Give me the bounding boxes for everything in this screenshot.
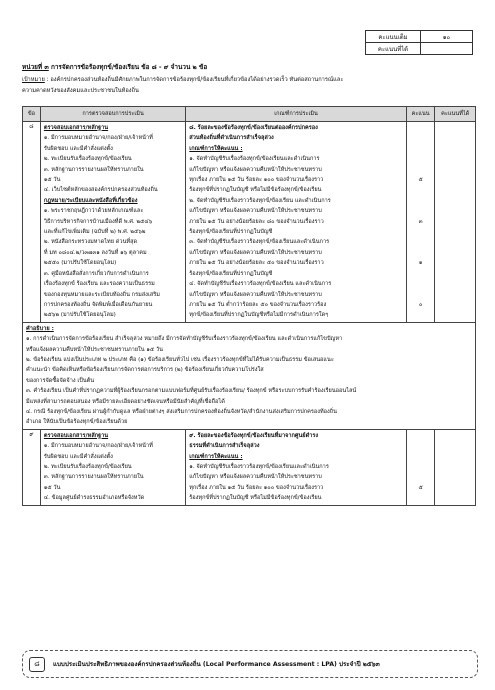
- score-spacer: [410, 144, 432, 154]
- row9-got: [435, 429, 476, 505]
- text-line: ภายใน ๑๕ วัน ต่ำกว่าร้อยละ ๕๐ ของจำนวนเรื่องราวร้อง: [189, 301, 327, 308]
- text-line: ภายใน ๑๕ วัน อย่างน้อยร้อยละ ๘๐ ของจำนวนเรื่องราว: [189, 218, 324, 225]
- text-line: ตรวจสอบเอกสาร/หลักฐาน: [43, 432, 109, 439]
- text-line: แก้ไขปัญหา หรือแจ้งผลความคืบหน้าให้ประชาชนทราบ: [189, 249, 322, 256]
- text-line: ร้องทุกข์/ข้องเรียนที่ปรากฏในบัญชี: [189, 270, 273, 277]
- got-score-label: คะแนนที่ได้: [366, 43, 421, 55]
- unit-heading: [22, 62, 477, 72]
- objective-text: : องค์กรปกครองส่วนท้องถิ่นมีศักยภาพในการจัดการข้อร้องทุกข์/ข้องเรียนที่เกี่ยวข้องได้อย่างรวดเร็ว ทันต่อสถานการณ์และ: [44, 77, 344, 83]
- header-criteria: เกณฑ์การประเมิน: [186, 107, 407, 122]
- header-score: คะแนน: [406, 107, 435, 122]
- text-line: ๒๕๖๒ (มาปรับใช้โดยอนุโลม): [43, 312, 116, 319]
- text-line: เกณฑ์การให้คะแนน :: [189, 145, 243, 152]
- text-line: ทุกเรื่อง ภายใน ๑๕ วัน ร้อยละ ๑๐๐ ของจำนวนเรื่องราว: [189, 177, 324, 184]
- full-score-label: คะแนนเต็ม: [366, 31, 421, 43]
- text-line: ๓. หลักฐานการรายงานผลให้ทราบภายใน: [43, 166, 144, 173]
- explanation-row: [23, 322, 476, 429]
- text-line: รับผิดชอบ และมีคำสั่งแต่งตั้ง: [43, 145, 113, 152]
- text-line: แก้ไขปัญหา หรือแจ้งผลความคืบหน้าให้ประชาชนทราบ: [189, 208, 322, 215]
- score-spacer: [410, 279, 432, 289]
- unit-prefix: หน่วยที่ ๓: [22, 63, 49, 71]
- score-spacer: [410, 196, 432, 206]
- text-line: มีแหล่งที่สามารถตอบสนอง หรือมีรายละเอียดอย่างชัดเจนหรือมีนัยสำคัญที่เชื่อถือได้: [26, 398, 225, 405]
- text-line: ๒. จัดทำบัญชีรับเรื่องราวร้องทุกข์/ข้องเรียน และดำเนินการ: [189, 197, 331, 204]
- text-line: ๑๕ วัน: [43, 484, 61, 491]
- text-line: ทุกเรื่อง ภายใน ๑๕ วัน ร้อยละ ๑๐๐ ของจำนวนเรื่องราว: [189, 484, 324, 491]
- header-no: ข้อ: [23, 107, 41, 122]
- text-line: แก้ไขปัญหา หรือแจ้งผลความคืบหน้าให้ประชาชนทราบ: [189, 166, 322, 173]
- score-spacer: [410, 133, 432, 143]
- text-line: ธรรมที่ดำเนินการสำเร็จลุล่วง: [189, 443, 260, 450]
- text-line: ของการจัดซื้อจัดจ้าง เป็นต้น: [26, 377, 95, 384]
- score-spacer: [410, 441, 432, 451]
- score-value: ๓: [418, 218, 423, 225]
- score-value: ๐: [418, 301, 423, 308]
- text-line: ๒๕๕๐ (มาปรับใช้โดยอนุโลม): [43, 260, 117, 267]
- score-box: [365, 30, 473, 55]
- text-line: แก้ไขปัญหา หรือแจ้งผลความคืบหน้าให้ประชาชนทราบ: [189, 291, 322, 298]
- text-line: ๓. คู่มือหนังสือสั่งการเกี่ยวกับการดำเนินการ: [43, 270, 149, 277]
- score-spacer: [410, 185, 432, 195]
- full-score-value: ๑๐: [421, 31, 473, 43]
- score-spacer: [410, 472, 432, 482]
- score-spacer: [410, 289, 432, 299]
- text-line: ๑. จัดทำบัญชีรับเรื่องราวร้องทุกข์/ข้องเรียนและดำเนินการ: [189, 464, 329, 470]
- text-line: ส่วนท้องถิ่นที่ดำเนินการสำเร็จลุล่วง: [189, 135, 274, 142]
- text-line: ๔. จัดทำบัญชีรับเรื่องราวร้องทุกข์/ข้องเรียน และดำเนินการ: [189, 281, 332, 288]
- text-line: ๑. มีการมอบหมายอำนาจ/กอง/ฝ่าย/เจ้าหน้าที่: [43, 443, 153, 450]
- score-spacer: [410, 452, 432, 462]
- text-line: คำแนะนำ ข้อคิดเห็นหรือข้อร้องเรียนการจัดการต่อการบริการ (๒) ข้อร้องเรียนเกี่ยวกับความโปร่งใส: [26, 367, 264, 374]
- text-line: ๘. ร้อยละของข้อร้องทุกข์/ข้องเรียนต่อองค์กรปกครอง: [189, 125, 318, 131]
- text-line: ๑. พระราชกฤษฎีกาว่าด้วยหลักเกณฑ์และ: [43, 208, 144, 215]
- text-line: รับผิดชอบ และมีคำสั่งแต่งตั้ง: [43, 453, 113, 460]
- row9-criteria: [186, 429, 407, 505]
- text-line: ๓. หลักฐานการรายงานผลให้ทราบภายใน: [43, 474, 144, 481]
- text-line: ๒. ข้อร้องเรียน แบ่งเป็นประเภท ๒ ประเภท คือ (๑) ข้อร้องเรียนทั่วไป เช่น เรื่องราวร้องทุกข์ที่ไม่ได้รับความเป็นธรรม ข้อเสนอแนะ: [26, 356, 334, 363]
- score-value: ๑: [418, 260, 423, 267]
- text-line: อำเภอ ให้นับเป็นข้อร้องทุกข์/ข้องเรียนด้วย: [26, 419, 128, 426]
- text-line: เกณฑ์การให้คะแนน :: [189, 453, 243, 460]
- text-line: ร้องทุกข์ที่ปรากฏในบัญชี หรือไม่มีข้อร้องทุกข์/ข้องเรียน: [189, 495, 322, 502]
- text-line: กฎหมาย/ระเบียบและหนังสือที่เกี่ยวข้อง: [43, 197, 138, 204]
- unit-title: การจัดการข้อร้องทุกข์/ข้องเรียน ข้อ ๘ - ๙ จำนวน ๒ ข้อ: [50, 63, 208, 71]
- row8-item: [40, 122, 185, 323]
- text-line: ทุกข์/ข้องเรียนที่ปรากฏในบัญชีหรือไม่มีการดำเนินการใดๆ: [189, 312, 329, 319]
- text-line: ๒. หนังสือกระทรวงมหาดไทย ด่วนที่สุด: [43, 239, 138, 246]
- text-line: ๔. กรณี ร้องทุกข์/ข้องเรียน ผ่านผู้กำกับดูแล หรือฝ่ายต่างๆ ส่งเสริมการปกครองท้องถิ่นจังหวัด/สำนักงานส่งเสริมการปกครองท้องถิ่น: [26, 408, 337, 415]
- text-line: ๔. เว็บไซต์หลักของสองค์กรปกครองส่วนท้องถิ่น: [43, 187, 158, 194]
- score-spacer: [410, 248, 432, 258]
- text-line: ๓. คำร้องเรียน เป็นคำที่ปรากฏความที่ผู้ร้องเรียนกรอกตามแบบฟอร์มที่ศูนย์รับเรื่องร้องเรียน/ ร้องทุกข์ หรือระบบการรับคำร้องเรียนออนไลน์: [26, 388, 357, 395]
- text-line: การปกครองท้องถิ่น จัดพิมพ์เมื่อเดือนกันยายน: [43, 301, 153, 308]
- objective-text-2: ความคาดหวังของสังคมและประชาชนในท้องถิ่น: [22, 87, 139, 94]
- score-spacer: [410, 237, 432, 247]
- row9-scores: [406, 429, 435, 505]
- text-line: วิธีการบริหารกิจการบ้านเมืองที่ดี พ.ศ. ๒๕๔๖: [43, 218, 153, 225]
- score-spacer: [410, 227, 432, 237]
- text-line: ภายใน ๑๕ วัน อย่างน้อยร้อยละ ๕๐ ของจำนวนเรื่องราว: [189, 260, 324, 267]
- row9-item: [40, 429, 185, 505]
- text-line: แก้ไขปัญหา หรือแจ้งผลความคืบหน้าให้ประชาชนทราบ: [189, 474, 322, 481]
- explanation-label: คำอธิบาย :: [26, 325, 54, 332]
- objective: [22, 75, 477, 96]
- score-spacer: [410, 462, 432, 472]
- text-line: ๑๕ วัน: [43, 177, 61, 184]
- row9-no: ๙: [23, 429, 41, 505]
- row8-got: [435, 122, 476, 323]
- score-value: ๕: [418, 484, 423, 491]
- text-line: ของกองทุนหมายและระเบียบท้องถิ่น กรมส่งเสริม: [43, 291, 160, 298]
- header-item: การตรวจสอบการประเมิน: [40, 107, 185, 122]
- page-footer: [22, 650, 478, 678]
- footer-text: แบบประเมินประสิทธิภาพขององค์กรปกครองส่วนท้องถิ่น (Local Performance Assessment : LPA) ประจำปี ๒๕๖๓: [53, 661, 380, 668]
- text-line: ๙. ร้อยละของข้อร้องทุกข์/ข้องเรียนที่มาจากศูนย์ดำรง: [189, 432, 319, 439]
- text-line: ที่ มท ๐๘๐๔.๒/ว๓๗๓๑ ลงวันที่ ๑๖ ตุลาคม: [43, 249, 147, 256]
- score-spacer: [410, 165, 432, 175]
- score-spacer: [410, 431, 432, 441]
- objective-label: เป้าหมาย: [22, 77, 45, 83]
- explanation: [23, 322, 476, 429]
- text-line: หรือแจ้งผลความคืบหน้าให้ประชาชนทราบภายใน ๑๕ วัน: [26, 346, 163, 353]
- text-line: ๒. ทะเบียนรับเรื่องร้องทุกข์/ข้องเรียน: [43, 464, 132, 470]
- text-line: ๓. จัดทำบัญชีรับเรื่องราวร้องทุกข์/ข้องเรียนและดำเนินการ: [189, 239, 330, 246]
- score-spacer: [410, 123, 432, 133]
- assessment-table: [22, 106, 476, 506]
- text-line: ๑. จัดทำบัญชีรับเรื่องร้องทุกข์/ข้องเรียนและดำเนินการ: [189, 156, 320, 163]
- table-row: [23, 429, 476, 505]
- row8-criteria: [186, 122, 407, 323]
- text-line: ๑. การดำเนินการจัดการข้อร้องเรียน สำเร็จลุล่วง หมายถึง มีการจัดทำบัญชีรับเรื่องราวร้องทุกข์/ข้องเรียน และดำเนินการแก้ไขปัญหา: [26, 336, 343, 343]
- text-line: ๑. มีการมอบหมายอำนาจ/กอง/ฝ่าย/เจ้าหน้าที่: [43, 135, 153, 142]
- score-value: ๕: [418, 176, 423, 183]
- text-line: ร้องทุกข์/ข้องเรียนที่ปรากฏในบัญชี: [189, 229, 273, 236]
- text-line: เรื่องร้องทุกข์ ร้องเรียน และรองความเป็นธรรม: [43, 281, 155, 288]
- text-line: ตรวจสอบเอกสาร/หลักฐาน: [43, 125, 109, 131]
- text-line: ๒. ทะเบียนรับเรื่องร้องทุกข์/ข้องเรียน: [43, 156, 132, 163]
- table-row: [23, 122, 476, 323]
- row8-no: ๘: [23, 122, 41, 323]
- text-line: ร้องทุกข์ที่ปรากฏในบัญชี หรือไม่มีข้อร้องทุกข์/ข้องเรียน: [189, 187, 322, 194]
- header-got: คะแนนที่ได้: [435, 107, 476, 122]
- score-spacer: [410, 268, 432, 278]
- table-header-row: [23, 107, 476, 122]
- text-line: ๔. ข้อมูลศูนย์ดำรงธรรมอำเภอหรือจังหวัด: [43, 495, 145, 502]
- got-score-value: [421, 43, 473, 55]
- score-spacer: [410, 154, 432, 164]
- page-number: ๘: [29, 657, 45, 672]
- score-spacer: [410, 206, 432, 216]
- text-line: และที่แก้ไขเพิ่มเติม (ฉบับที่ ๒) พ.ศ. ๒๕๖๒: [43, 229, 146, 236]
- row8-scores: [406, 122, 435, 323]
